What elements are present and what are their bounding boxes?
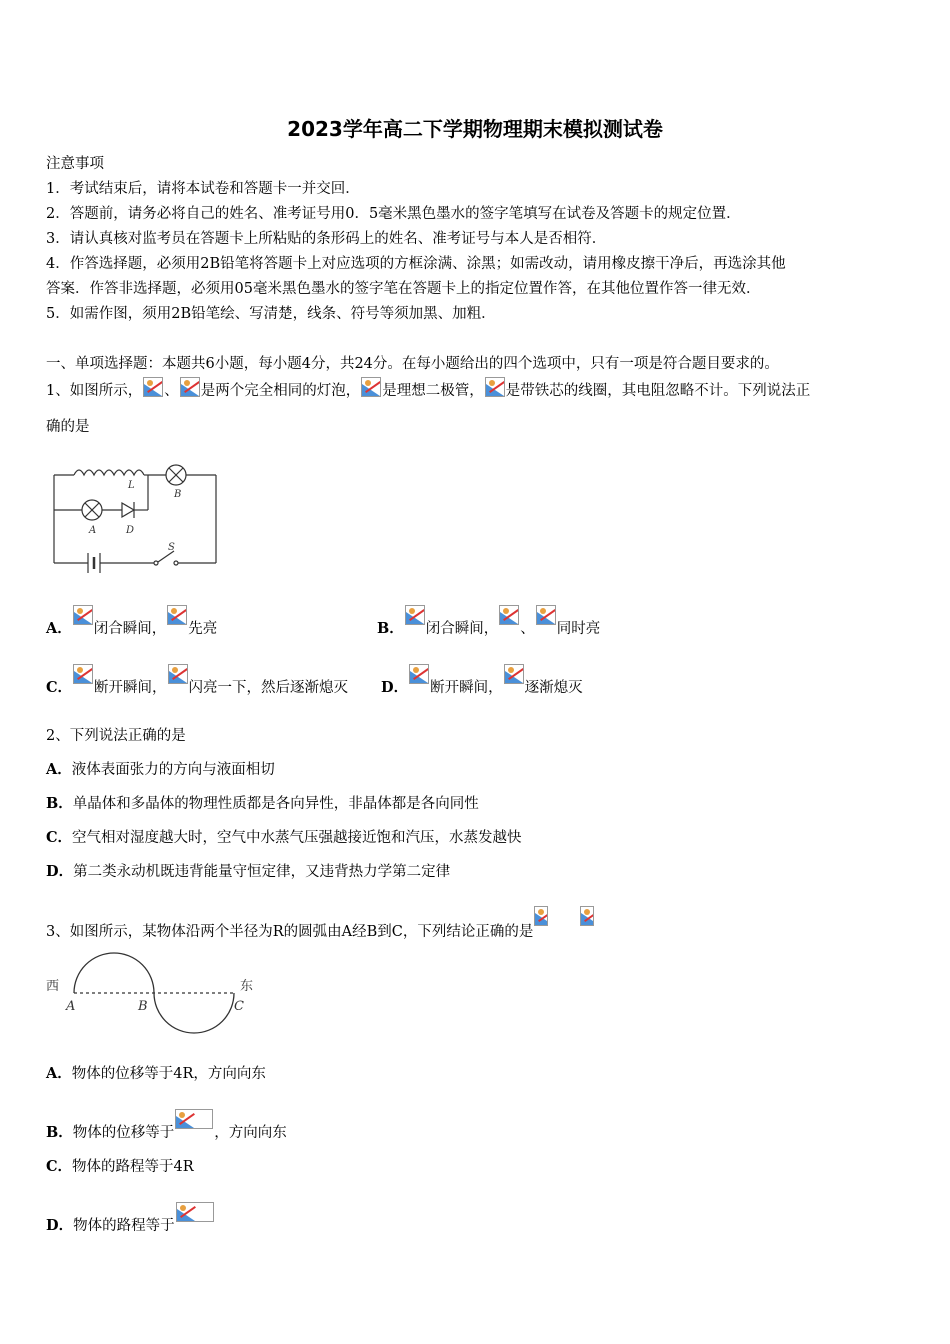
q1-option-d[interactable]: D． 断开瞬间， 逐渐熄灭 (381, 664, 583, 697)
label-B: B (174, 489, 182, 500)
missing-image-icon (175, 1109, 213, 1129)
label-A: A (89, 525, 97, 536)
missing-image-icon (168, 664, 188, 684)
label-S: S (168, 542, 175, 553)
q2-option-a[interactable]: A．液体表面张力的方向与液面相切 (46, 761, 275, 778)
label-east: 东 (240, 979, 254, 994)
label-L: L (128, 480, 135, 491)
missing-image-icon (409, 664, 429, 684)
q3-option-c[interactable]: C．物体的路程等于4R (46, 1158, 194, 1175)
missing-image-icon (534, 906, 548, 926)
missing-image-icon (176, 1202, 214, 1222)
notice-item: 1．考试结束后，请将本试卷和答题卡一并交回． (46, 181, 360, 197)
missing-image-icon (405, 605, 425, 625)
q1-option-c[interactable]: C． 断开瞬间， 闪亮一下，然后逐渐熄灭 (46, 664, 348, 697)
q1-stem: 1、如图所示， 、 是两个完全相同的灯泡， 是理想二极管， 是带铁芯的线圈，其电阻忽略不计。下列说法正 (46, 377, 810, 400)
notice-item: 4．作答选择题，必须用2B铅笔将答题卡上对应选项的方框涂满、涂黑；如需改动，请用橡皮擦干净后，再选涂其他 (46, 256, 786, 272)
label-west: 西 (46, 979, 60, 994)
missing-image-icon (361, 377, 381, 397)
notice-item: 5．如需作图，须用2B铅笔绘、写清楚，线条、符号等须加黑、加粗． (46, 306, 496, 322)
q1-option-b[interactable]: B． 闭合瞬间， 、 同时亮 (377, 605, 600, 638)
section-heading: 一、单项选择题：本题共6小题，每小题4分，共24分。在每小题给出的四个选项中，只有一项是符合题目要求的。 (46, 356, 779, 372)
label-C: C (234, 999, 244, 1014)
notice-heading: 注意事项 (46, 156, 104, 172)
arc-path-diagram (44, 948, 264, 1038)
q3-option-b[interactable]: B．物体的位移等于 ，方向向东 (46, 1109, 287, 1142)
q2-stem: 2、下列说法正确的是 (46, 728, 186, 744)
label-B: B (138, 999, 148, 1014)
missing-image-icon (504, 664, 524, 684)
q2-option-b[interactable]: B．单晶体和多晶体的物理性质都是各向异性，非晶体都是各向同性 (46, 795, 479, 812)
page-title: 2023学年高二下学期物理期末模拟测试卷 (287, 117, 663, 141)
missing-image-icon (143, 377, 163, 397)
missing-image-icon (167, 605, 187, 625)
missing-image-icon (180, 377, 200, 397)
label-A: A (66, 999, 76, 1014)
missing-image-icon (73, 605, 93, 625)
circuit-diagram (46, 455, 226, 580)
q1-option-a[interactable]: A． 闭合瞬间， 先亮 (46, 605, 217, 638)
missing-image-icon (580, 906, 594, 926)
label-D: D (126, 525, 135, 536)
q3-option-a[interactable]: A．物体的位移等于4R，方向向东 (46, 1065, 266, 1082)
q2-option-d[interactable]: D．第二类永动机既违背能量守恒定律，又违背热力学第二定律 (46, 863, 451, 880)
q1-stem-continued: 确的是 (46, 419, 90, 435)
notice-item: 3．请认真核对监考员在答题卡上所粘贴的条形码上的姓名、准考证号与本人是否相符． (46, 231, 607, 247)
q3-stem: 3、如图所示，某物体沿两个半径为R的圆弧由A经B到C，下列结论正确的是 (46, 906, 595, 941)
missing-image-icon (499, 605, 519, 625)
notice-item: 2．答题前，请务必将自己的姓名、准考证号用0．5毫米黑色墨水的签字笔填写在试卷及答题卡的规定位置． (46, 206, 741, 222)
missing-image-icon (485, 377, 505, 397)
missing-image-icon (73, 664, 93, 684)
q2-option-c[interactable]: C．空气相对湿度越大时，空气中水蒸气压强越接近饱和汽压，水蒸发越快 (46, 829, 522, 846)
missing-image-icon (536, 605, 556, 625)
notice-item: 答案．作答非选择题，必须用05毫米黑色墨水的签字笔在答题卡上的指定位置作答，在其他位置作答一律无效． (46, 281, 761, 297)
q3-option-d[interactable]: D．物体的路程等于 (46, 1202, 215, 1235)
